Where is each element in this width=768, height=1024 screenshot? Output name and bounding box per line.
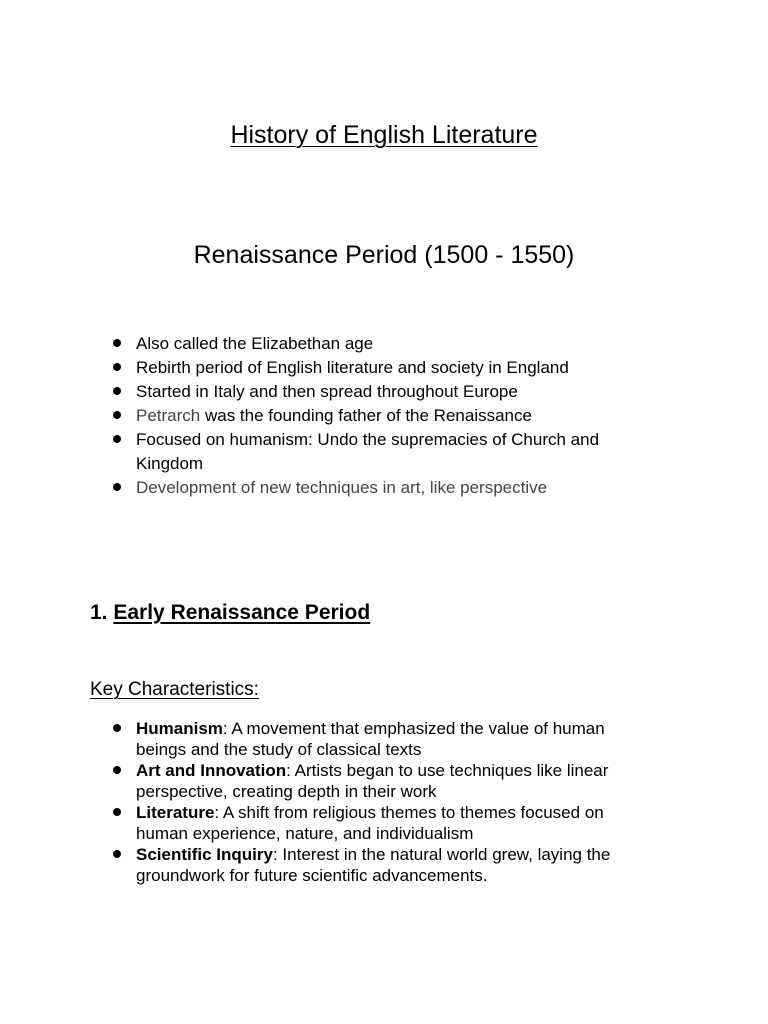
list-item (90, 332, 650, 356)
list-item (90, 356, 650, 380)
key-characteristics-label: Key Characteristics: (90, 679, 259, 700)
bullet-icon (113, 766, 121, 774)
characteristics-list (90, 718, 650, 886)
list-item (90, 718, 650, 760)
list-item-text: Started in Italy and then spread throughout Europe (136, 382, 518, 401)
list-item (90, 760, 650, 802)
bullet-icon (113, 387, 121, 395)
bullet-icon (113, 411, 121, 419)
bullet-icon (113, 724, 121, 732)
characteristic-description-continued: beings and the study of classical texts (136, 740, 422, 759)
subsection-number: 1. (90, 601, 108, 624)
characteristic-description-continued: human experience, nature, and individualism (136, 824, 474, 843)
characteristic-description: : A movement that emphasized the value of human (222, 719, 605, 738)
list-item-text-continued: Kingdom (136, 454, 204, 473)
list-item-text: Focused on humanism: Undo the supremacies of Church and (136, 430, 600, 449)
list-item (90, 844, 650, 886)
characteristic-term: Literature (136, 803, 215, 822)
list-item-text: Development of new techniques in art, like perspective (136, 478, 548, 497)
characteristic-description-continued: perspective, creating depth in their work (136, 782, 437, 801)
petrarch-name: Petrarch (136, 406, 201, 425)
bullet-icon (113, 850, 121, 858)
characteristic-term: Humanism (136, 719, 223, 738)
document-title: History of English Literature (230, 121, 538, 149)
list-item (90, 476, 650, 500)
subsection-heading (90, 598, 370, 628)
list-item (90, 802, 650, 844)
list-item-text: Rebirth period of English literature and society in England (136, 358, 569, 377)
list-item-text: was the founding father of the Renaissance (200, 406, 532, 425)
bullet-icon (113, 435, 121, 443)
characteristic-description: : Interest in the natural world grew, laying the (272, 845, 611, 864)
list-item (90, 380, 650, 404)
bullet-icon (113, 339, 121, 347)
bullet-icon (113, 363, 121, 371)
list-item (90, 428, 650, 476)
list-item-text: Also called the Elizabethan age (136, 334, 374, 353)
bullet-icon (113, 808, 121, 816)
section-title: Renaissance Period (1500 - 1550) (193, 241, 575, 269)
characteristic-term: Scientific Inquiry (136, 845, 273, 864)
characteristic-description-continued: groundwork for future scientific advancements. (136, 866, 488, 885)
characteristic-description: : Artists began to use techniques like linear (286, 761, 609, 780)
overview-list (90, 332, 650, 500)
bullet-icon (113, 483, 121, 491)
characteristic-description: : A shift from religious themes to themes focused on (214, 803, 604, 822)
subsection-title: Early Renaissance Period (113, 601, 371, 624)
characteristic-term: Art and Innovation (136, 761, 287, 780)
list-item (90, 404, 650, 428)
